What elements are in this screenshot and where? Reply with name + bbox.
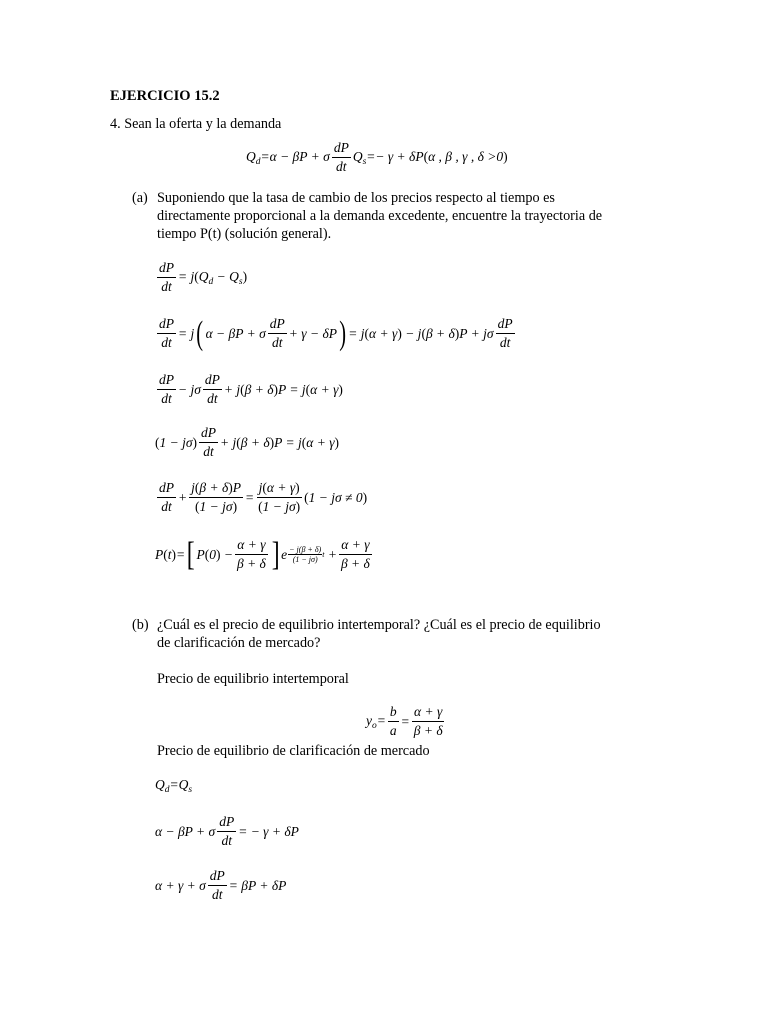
exercise-title: EJERCICIO 15.2 <box>110 88 220 104</box>
equation-b4: α + γ + σ $\frac{dP}{dt}$ = βP + δP <box>155 868 287 902</box>
part-b-line-1: ¿Cuál es el precio de equilibrio intertemporal? ¿Cuál es el precio de equilibrio <box>157 617 601 633</box>
equation-supply-demand: $Q_d=\alpha - \beta P + \sigma$ $\frac{dP}{dt}$ $Q_s=- \gamma + \delta P(\alpha$ , β , γ , δ >0) <box>246 140 508 174</box>
part-a-line-2: directamente proporcional a la demanda excedente, encuentre la trayectoria de <box>157 208 603 224</box>
part-a-label: (a) <box>132 190 148 206</box>
equation-b3: α − βP + σ $\frac{dP}{dt}$ = − γ + δP <box>155 814 299 848</box>
part-b-line-2: de clarificación de mercado? <box>157 635 321 651</box>
fraction: $\frac{dP}{dt}$ <box>333 140 349 174</box>
equation-a2: $\frac{dP}{dt}$ = j ( α − βP + σ $\frac{dP}{dt}$ + γ − δP ) = j(α + γ) − j(β + δ)P + jσ $\frac{dP}{dt}$ <box>159 314 513 352</box>
equation-a5: $\frac{dP}{dt}$ + $\frac{j(\beta + \delta)P}{(1 - j\sigma)}$ = $\frac{j(\alpha + \gamma)}{(1 - j\sigma)}$ (1 − jσ ≠ 0) <box>159 480 368 514</box>
part-a-line-3: tiempo P(t) (solución general). <box>157 226 332 242</box>
part-b-label: (b) <box>132 617 149 633</box>
heading-market-clearing: Precio de equilibrio de clarificación de mercado <box>157 743 430 759</box>
equation-a6: P(t)= [ P(0) − $\frac{\alpha + \gamma}{\beta + \delta}$ ] e $\frac{- j(\beta + \delta)}{(1 - j\sigma)}$ t + $\frac{\alpha + \gamma}{\beta + \delta}$ <box>155 535 370 573</box>
part-a-line-1: Suponiendo que la tasa de cambio de los precios respecto al tiempo es <box>157 190 555 206</box>
intro-text: 4. Sean la oferta y la demanda <box>110 116 282 132</box>
equation-a1: $\frac{dP}{dt}$ = $j(Q_d - Q_s)$ <box>159 260 248 294</box>
equation-b2: $Q_d=Q_s$ <box>155 777 193 795</box>
equation-b1: $y_o=$ $\frac{b}{a}$ = $\frac{\alpha + \gamma}{\beta + \delta}$ <box>366 704 443 738</box>
equation-a4: (1 − jσ) $\frac{dP}{dt}$ + j(β + δ)P = j(α + γ) <box>155 425 340 459</box>
equation-a3: $\frac{dP}{dt}$ − jσ $\frac{dP}{dt}$ + j(β + δ)P = j(α + γ) <box>159 372 343 406</box>
heading-intertemporal: Precio de equilibrio intertemporal <box>157 671 349 687</box>
